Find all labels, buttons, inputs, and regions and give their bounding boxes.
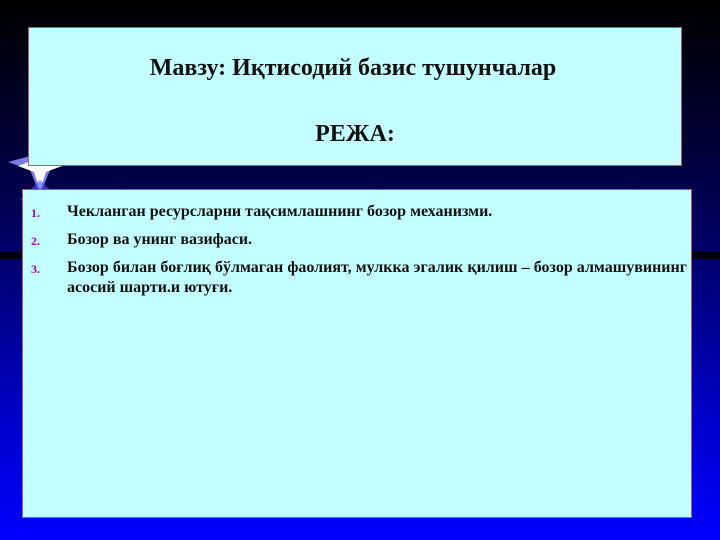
title-box [28, 27, 682, 166]
plan-item-2 [31, 230, 687, 250]
topic-title: Мавзу: Иқтисодий базис тушунчалар [149, 55, 557, 81]
left-decorative-stripe [0, 251, 22, 259]
content-box [22, 189, 692, 518]
right-decorative-stripe [692, 251, 720, 259]
plan-list [31, 202, 687, 306]
plan-heading: РЕЖА: [315, 121, 395, 147]
plan-item-text: Чекланган ресурсларни тақсимлашнинг бозор механизми. [67, 203, 493, 220]
plan-item-number: 1. [31, 206, 40, 220]
plan-item-1 [31, 202, 687, 222]
plan-item-text: Бозор ва унинг вазифаси. [67, 231, 253, 248]
plan-item-number: 3. [31, 262, 40, 276]
plan-item-3 [31, 258, 687, 298]
plan-item-text: Бозор билан боғлиқ бўлмаган фаолият, мулкка эгалик қилиш – бозор алмашувининг асосий шарти.и ютуғи. [67, 259, 687, 296]
plan-item-number: 2. [31, 234, 40, 248]
